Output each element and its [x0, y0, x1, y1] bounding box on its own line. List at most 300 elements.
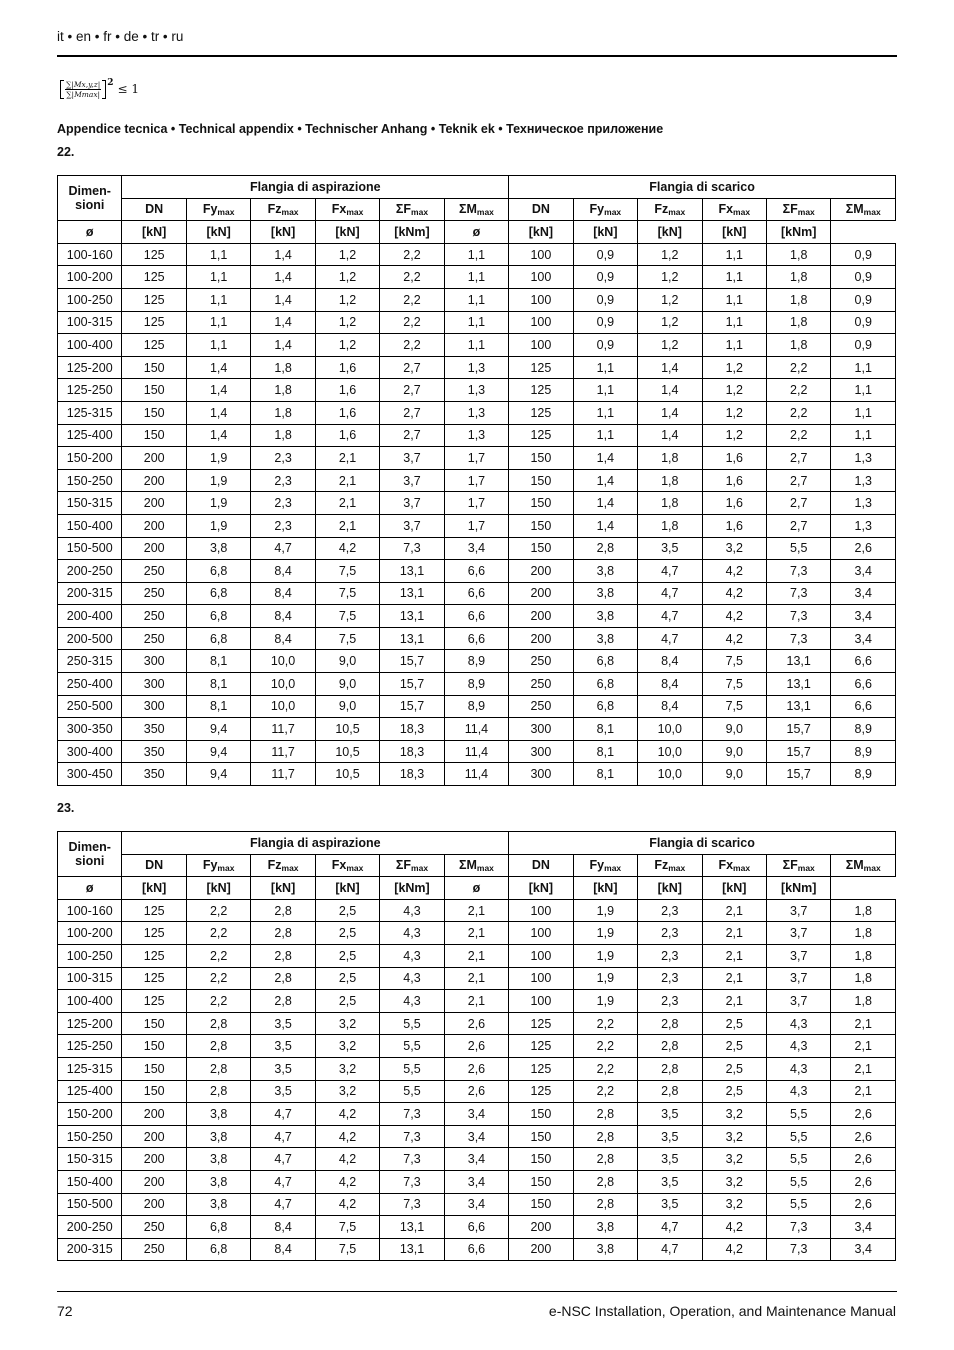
table-row: [58, 356, 896, 379]
col-header-sum-m: [444, 854, 508, 877]
value-cell: 1,3: [444, 424, 508, 447]
value-cell: 8,4: [638, 650, 702, 673]
col-header-sum-m: [444, 198, 508, 221]
value-cell: 1,4: [186, 379, 250, 402]
value-cell: 6,6: [444, 1216, 508, 1239]
value-cell: 11,7: [251, 740, 315, 763]
value-cell: 3,7: [380, 514, 444, 537]
value-cell: 4,7: [251, 1170, 315, 1193]
pump-size-cell: 100-160: [58, 899, 122, 922]
value-cell: 1,1: [444, 288, 508, 311]
value-cell: 250: [122, 627, 186, 650]
col-header-subscript: max: [217, 863, 235, 874]
value-cell: 8,4: [251, 627, 315, 650]
value-cell: 2,8: [186, 1035, 250, 1058]
value-cell: 3,5: [251, 1080, 315, 1103]
value-cell: 200: [509, 1238, 573, 1261]
page-number: 72: [57, 1303, 73, 1319]
value-cell: 18,3: [380, 718, 444, 741]
value-cell: 3,4: [444, 1170, 508, 1193]
value-cell: 1,9: [186, 469, 250, 492]
value-cell: 2,2: [573, 1057, 637, 1080]
value-cell: 1,2: [638, 266, 702, 289]
value-cell: 1,7: [444, 447, 508, 470]
table-row: [58, 447, 896, 470]
value-cell: 3,4: [831, 560, 896, 583]
value-cell: 125: [122, 944, 186, 967]
table-row: [58, 605, 896, 628]
value-cell: 2,6: [444, 1035, 508, 1058]
unit-header: [kNm]: [766, 221, 830, 244]
value-cell: 6,6: [444, 605, 508, 628]
value-cell: 200: [122, 1148, 186, 1171]
col-header-subscript: max: [411, 863, 429, 874]
value-cell: 100: [509, 266, 573, 289]
value-cell: 150: [122, 379, 186, 402]
value-cell: 4,3: [380, 967, 444, 990]
col-header-symbol: Fx: [331, 202, 347, 217]
value-cell: 6,8: [573, 650, 637, 673]
value-cell: 7,5: [315, 627, 379, 650]
value-cell: 11,7: [251, 718, 315, 741]
value-cell: 1,3: [444, 356, 508, 379]
value-cell: 2,8: [251, 922, 315, 945]
value-cell: 10,5: [315, 763, 379, 786]
value-cell: 1,1: [573, 356, 637, 379]
value-cell: 9,0: [315, 650, 379, 673]
value-cell: 1,2: [702, 356, 766, 379]
value-cell: 1,7: [444, 514, 508, 537]
value-cell: 2,1: [315, 492, 379, 515]
value-cell: 2,7: [380, 424, 444, 447]
value-cell: 2,6: [444, 1080, 508, 1103]
value-cell: 1,1: [573, 424, 637, 447]
col-header-fx: [315, 198, 379, 221]
value-cell: 2,2: [186, 899, 250, 922]
value-cell: 250: [122, 1238, 186, 1261]
value-cell: 200: [122, 492, 186, 515]
value-cell: 1,4: [638, 356, 702, 379]
value-cell: 9,0: [702, 763, 766, 786]
table-23-number: 23.: [57, 801, 75, 815]
value-cell: 2,7: [766, 492, 830, 515]
value-cell: 4,7: [251, 537, 315, 560]
col-header-symbol: Fx: [331, 858, 347, 873]
footer-rule: [57, 1291, 897, 1292]
moment-formula: [60, 77, 139, 101]
value-cell: 2,2: [573, 1012, 637, 1035]
table-row: [58, 266, 896, 289]
table-row: [58, 1170, 896, 1193]
value-cell: 1,9: [573, 967, 637, 990]
value-cell: 13,1: [766, 650, 830, 673]
value-cell: 1,4: [573, 469, 637, 492]
col-header-subscript: max: [668, 207, 686, 218]
value-cell: 300: [509, 718, 573, 741]
value-cell: 1,3: [831, 514, 896, 537]
value-cell: 5,5: [766, 1170, 830, 1193]
value-cell: 11,4: [444, 763, 508, 786]
unit-header: [kN]: [122, 221, 186, 244]
value-cell: 4,2: [315, 1148, 379, 1171]
value-cell: 1,8: [251, 356, 315, 379]
dimension-header-line2: sioni: [75, 198, 105, 213]
value-cell: 3,4: [831, 1238, 896, 1261]
value-cell: 8,4: [251, 1216, 315, 1239]
value-cell: 1,8: [831, 922, 896, 945]
value-cell: 6,8: [186, 582, 250, 605]
value-cell: 3,8: [573, 582, 637, 605]
col-header-symbol: Fz: [654, 858, 669, 873]
value-cell: 100: [509, 311, 573, 334]
value-cell: 150: [509, 469, 573, 492]
value-cell: 125: [122, 311, 186, 334]
value-cell: 1,3: [831, 492, 896, 515]
value-cell: 10,0: [251, 673, 315, 696]
pump-size-cell: 100-200: [58, 922, 122, 945]
value-cell: 1,2: [315, 288, 379, 311]
value-cell: 15,7: [766, 740, 830, 763]
value-cell: 250: [122, 560, 186, 583]
value-cell: 1,2: [315, 266, 379, 289]
value-cell: 10,0: [638, 740, 702, 763]
value-cell: 8,9: [444, 695, 508, 718]
value-cell: 0,9: [573, 311, 637, 334]
language-list: it • en • fr • de • tr • ru: [57, 29, 184, 44]
pump-size-cell: 125-315: [58, 1057, 122, 1080]
value-cell: 1,1: [831, 356, 896, 379]
pump-size-cell: 200-400: [58, 605, 122, 628]
value-cell: 2,2: [380, 288, 444, 311]
unit-header: [kN]: [509, 877, 573, 900]
value-cell: 1,4: [573, 447, 637, 470]
pump-size-cell: 125-400: [58, 1080, 122, 1103]
value-cell: 300: [122, 673, 186, 696]
col-header-fy: [573, 854, 637, 877]
table-row: [58, 1057, 896, 1080]
value-cell: 8,4: [638, 673, 702, 696]
value-cell: 0,9: [573, 288, 637, 311]
value-cell: 8,1: [186, 650, 250, 673]
unit-header: [kNm]: [766, 877, 830, 900]
pump-size-cell: 125-250: [58, 379, 122, 402]
value-cell: 2,6: [831, 1125, 896, 1148]
col-header-dn: [509, 198, 573, 221]
value-cell: 350: [122, 763, 186, 786]
col-header-sum-m: [831, 854, 896, 877]
value-cell: 150: [509, 514, 573, 537]
value-cell: 125: [509, 1012, 573, 1035]
value-cell: 2,6: [831, 1170, 896, 1193]
value-cell: 6,6: [444, 582, 508, 605]
value-cell: 150: [509, 492, 573, 515]
section-title: Appendice tecnica • Technical appendix • Technischer Anhang • Teknik ek • Техническое приложение: [57, 122, 664, 136]
value-cell: 200: [509, 605, 573, 628]
suction-flange-header: Flangia di aspirazione: [122, 832, 509, 855]
table-row: [58, 514, 896, 537]
value-cell: 1,8: [251, 401, 315, 424]
value-cell: 4,2: [315, 1170, 379, 1193]
col-header-symbol: ΣM: [845, 202, 864, 217]
table-row: [58, 899, 896, 922]
value-cell: 2,8: [573, 1103, 637, 1126]
value-cell: 3,5: [251, 1012, 315, 1035]
value-cell: 1,6: [702, 514, 766, 537]
value-cell: 150: [509, 1103, 573, 1126]
value-cell: 1,1: [573, 401, 637, 424]
value-cell: 10,0: [638, 763, 702, 786]
table-row: [58, 379, 896, 402]
col-header-dn: [509, 854, 573, 877]
value-cell: 9,4: [186, 740, 250, 763]
value-cell: 7,5: [315, 1238, 379, 1261]
value-cell: 15,7: [380, 650, 444, 673]
value-cell: 1,1: [831, 401, 896, 424]
col-header-subscript: max: [346, 207, 364, 218]
value-cell: 200: [122, 447, 186, 470]
value-cell: 1,8: [638, 469, 702, 492]
value-cell: 15,7: [766, 763, 830, 786]
col-header-subscript: max: [863, 207, 881, 218]
value-cell: 1,1: [702, 266, 766, 289]
value-cell: 2,1: [315, 447, 379, 470]
table-row: [58, 718, 896, 741]
value-cell: 3,8: [186, 1170, 250, 1193]
value-cell: 1,4: [638, 424, 702, 447]
value-cell: 5,5: [766, 1125, 830, 1148]
value-cell: 1,8: [766, 311, 830, 334]
value-cell: 8,4: [251, 560, 315, 583]
value-cell: 2,2: [186, 944, 250, 967]
value-cell: 13,1: [380, 627, 444, 650]
value-cell: 125: [509, 401, 573, 424]
pump-size-cell: 125-315: [58, 401, 122, 424]
value-cell: 7,3: [380, 1193, 444, 1216]
value-cell: 0,9: [831, 311, 896, 334]
value-cell: 5,5: [380, 1012, 444, 1035]
value-cell: 250: [122, 1216, 186, 1239]
value-cell: 7,3: [766, 605, 830, 628]
value-cell: 125: [509, 1057, 573, 1080]
pump-size-cell: 150-200: [58, 1103, 122, 1126]
value-cell: 2,5: [315, 990, 379, 1013]
value-cell: 8,4: [638, 695, 702, 718]
value-cell: 2,1: [444, 899, 508, 922]
value-cell: 8,1: [573, 740, 637, 763]
value-cell: 4,7: [638, 1216, 702, 1239]
pump-size-cell: 100-315: [58, 967, 122, 990]
value-cell: 3,4: [444, 1125, 508, 1148]
col-header-symbol: Fy: [589, 202, 605, 217]
formula-bracket: [60, 80, 106, 99]
col-header-symbol: Fx: [718, 858, 734, 873]
col-header-dn: [122, 198, 186, 221]
col-header-symbol: Fy: [202, 202, 218, 217]
value-cell: 1,9: [573, 944, 637, 967]
col-header-symbol: Fz: [654, 202, 669, 217]
value-cell: 2,1: [444, 944, 508, 967]
value-cell: 13,1: [380, 605, 444, 628]
col-header-subscript: max: [668, 863, 686, 874]
discharge-flange-header: Flangia di scarico: [509, 176, 896, 199]
unit-header: ø: [58, 221, 122, 244]
value-cell: 10,0: [638, 718, 702, 741]
unit-header: [kN]: [251, 877, 315, 900]
table-row: [58, 1035, 896, 1058]
value-cell: 1,9: [186, 447, 250, 470]
value-cell: 1,1: [702, 334, 766, 357]
value-cell: 18,3: [380, 763, 444, 786]
value-cell: 3,5: [638, 537, 702, 560]
col-header-symbol: ΣM: [458, 858, 477, 873]
value-cell: 4,3: [766, 1057, 830, 1080]
value-cell: 1,6: [315, 401, 379, 424]
col-header-fz: [251, 854, 315, 877]
value-cell: 7,3: [766, 1238, 830, 1261]
value-cell: 1,1: [573, 379, 637, 402]
value-cell: 2,5: [315, 899, 379, 922]
unit-header: [kN]: [251, 221, 315, 244]
pump-size-cell: 250-400: [58, 673, 122, 696]
value-cell: 6,8: [573, 673, 637, 696]
pump-size-cell: 200-500: [58, 627, 122, 650]
col-header-subscript: max: [733, 863, 751, 874]
value-cell: 100: [509, 899, 573, 922]
value-cell: 150: [509, 447, 573, 470]
value-cell: 1,4: [638, 379, 702, 402]
col-header-sum-f: [766, 854, 830, 877]
value-cell: 2,2: [380, 311, 444, 334]
pump-size-cell: 100-400: [58, 334, 122, 357]
value-cell: 2,7: [380, 401, 444, 424]
value-cell: 2,2: [186, 922, 250, 945]
value-cell: 0,9: [573, 334, 637, 357]
value-cell: 4,7: [251, 1148, 315, 1171]
unit-header: [kN]: [573, 221, 637, 244]
value-cell: 100: [509, 334, 573, 357]
value-cell: 1,4: [638, 401, 702, 424]
value-cell: 1,9: [186, 514, 250, 537]
value-cell: 2,5: [702, 1012, 766, 1035]
value-cell: 350: [122, 718, 186, 741]
value-cell: 2,2: [766, 424, 830, 447]
header-row-quantities: [58, 198, 896, 221]
col-header-sum-f: [380, 198, 444, 221]
value-cell: 0,9: [573, 266, 637, 289]
pump-size-cell: 100-160: [58, 243, 122, 266]
table-row: [58, 1238, 896, 1261]
value-cell: 1,6: [702, 469, 766, 492]
table-row: [58, 967, 896, 990]
value-cell: 150: [122, 424, 186, 447]
value-cell: 7,5: [315, 582, 379, 605]
value-cell: 9,4: [186, 718, 250, 741]
value-cell: 0,9: [831, 334, 896, 357]
formula-relation: ≤ 1: [117, 82, 140, 96]
value-cell: 3,5: [638, 1148, 702, 1171]
unit-header: [kN]: [315, 221, 379, 244]
value-cell: 2,2: [573, 1080, 637, 1103]
value-cell: 1,9: [573, 922, 637, 945]
value-cell: 1,6: [315, 424, 379, 447]
value-cell: 4,7: [251, 1103, 315, 1126]
value-cell: 7,3: [766, 1216, 830, 1239]
value-cell: 4,7: [251, 1125, 315, 1148]
col-header-fy: [573, 198, 637, 221]
col-header-fz: [251, 198, 315, 221]
value-cell: 150: [509, 1125, 573, 1148]
value-cell: 2,1: [702, 967, 766, 990]
value-cell: 2,6: [831, 537, 896, 560]
pump-size-cell: 150-500: [58, 1193, 122, 1216]
value-cell: 2,3: [638, 944, 702, 967]
col-header-subscript: max: [217, 207, 235, 218]
value-cell: 200: [122, 537, 186, 560]
value-cell: 4,2: [315, 537, 379, 560]
value-cell: 6,6: [444, 560, 508, 583]
value-cell: 0,9: [831, 266, 896, 289]
value-cell: 2,6: [831, 1193, 896, 1216]
value-cell: 4,2: [702, 560, 766, 583]
value-cell: 1,8: [766, 334, 830, 357]
value-cell: 125: [509, 356, 573, 379]
header-row-units: [58, 221, 896, 244]
value-cell: 2,5: [702, 1035, 766, 1058]
table-row: [58, 334, 896, 357]
value-cell: 4,3: [766, 1035, 830, 1058]
value-cell: 3,2: [702, 1103, 766, 1126]
value-cell: 6,6: [831, 695, 896, 718]
value-cell: 7,5: [702, 673, 766, 696]
value-cell: 3,7: [766, 967, 830, 990]
value-cell: 2,3: [638, 899, 702, 922]
value-cell: 15,7: [380, 673, 444, 696]
value-cell: 7,3: [380, 1103, 444, 1126]
value-cell: 4,3: [380, 944, 444, 967]
value-cell: 2,1: [315, 514, 379, 537]
value-cell: 8,9: [831, 763, 896, 786]
value-cell: 150: [509, 1193, 573, 1216]
value-cell: 100: [509, 288, 573, 311]
value-cell: 2,1: [702, 922, 766, 945]
value-cell: 8,4: [251, 1238, 315, 1261]
value-cell: 7,3: [380, 1170, 444, 1193]
value-cell: 1,8: [766, 266, 830, 289]
value-cell: 1,7: [444, 492, 508, 515]
value-cell: 6,8: [186, 560, 250, 583]
pump-size-cell: 300-400: [58, 740, 122, 763]
unit-header: [kN]: [509, 221, 573, 244]
value-cell: 13,1: [380, 1238, 444, 1261]
pump-size-cell: 125-200: [58, 1012, 122, 1035]
value-cell: 8,9: [831, 740, 896, 763]
value-cell: 4,7: [638, 627, 702, 650]
value-cell: 3,2: [315, 1057, 379, 1080]
value-cell: 2,6: [444, 1057, 508, 1080]
value-cell: 2,3: [638, 967, 702, 990]
value-cell: 250: [509, 695, 573, 718]
value-cell: 125: [122, 990, 186, 1013]
header-row-group: [58, 176, 896, 199]
value-cell: 5,5: [766, 1148, 830, 1171]
col-header-symbol: ΣF: [395, 858, 412, 873]
value-cell: 200: [122, 1170, 186, 1193]
value-cell: 0,9: [831, 288, 896, 311]
table-row: [58, 1012, 896, 1035]
value-cell: 3,2: [702, 1148, 766, 1171]
value-cell: 2,2: [766, 379, 830, 402]
col-header-sum-f: [766, 198, 830, 221]
